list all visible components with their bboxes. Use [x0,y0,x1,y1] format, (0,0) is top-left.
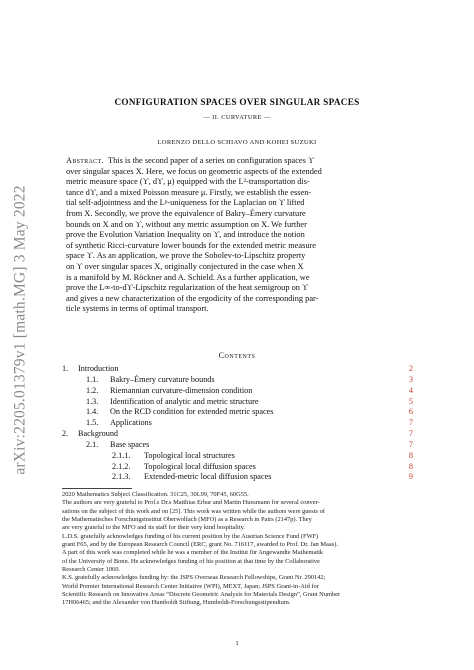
footnote-msc: 2020 Mathematics Subject Classification. 31C25, 30L99, 70F45, 60G55. [62,491,249,498]
abstract-line: space ϒ. As an application, we prove the Sobolev-to-Lipschitz property [66,251,306,261]
toc-entry-title: Identification of analytic and metric structure [110,396,259,406]
abstract-line: metric measure space (ϒ, dϒ, μ) equipped with the L²-transportation dis- [66,177,310,187]
abstract-line: is a manifold by M. Röckner and A. Schield. As a further application, we [66,272,310,282]
arxiv-stamp-text: arXiv:2205.01379v1 [math.MG] 3 May 2022 [12,185,30,475]
footnote-line: grant F65, and by the European Research Council (ERC, grant No. 716117, awarded to Prof. Dr. Jan Maas). [62,541,338,549]
toc-entry-page-link[interactable]: 6 [408,407,413,417]
toc-entry[interactable] [62,386,413,397]
toc-entry-page-link[interactable]: 8 [408,461,413,471]
toc-entry[interactable] [62,364,413,375]
toc-entry[interactable] [62,429,413,440]
toc-entry-page-link[interactable]: 4 [408,385,413,395]
footnote-line: Scientific Research on Innovative Areas “Discrete Geometric Analysis for Materials Design”, Grant Number [62,591,341,599]
toc-entry-number: 2.1.2. [112,461,131,471]
toc-entry-number: 2. [62,429,69,439]
abstract-line: tance dϒ, and a mixed Poisson measure μ. Firstly, we establish the essen- [66,187,312,197]
footnote-line: The authors are very grateful to Prof.s Dr.s Matthias Erbar and Martin Huesmann for several conver- [62,499,320,507]
abstract-line: from X. Secondly, we prove the equivalence of Bakry–Émery curvature [66,208,306,218]
abstract-line: tial self-adjointness and the Lᵖ-uniqueness for the Laplacian on ϒ lifted [66,198,305,208]
footnote-line: K.S. gratefully acknowledges funding by: the JSPS Overseas Research Fellowships, Grant Nr. 290142; [62,574,326,582]
toc-entry[interactable] [62,418,413,429]
footnote-line: A part of this work was completed while he was a member of the Institut für Angewandte Mathematik [62,549,324,557]
toc-entry-number: 1.2. [86,385,99,395]
footnote-line: World Premier International Research Center Initiative (WPI), MEXT, Japan; JSPS Grant-in-Aid for [62,582,319,590]
toc-entry-title: Base spaces [110,439,150,449]
paper-subtitle: — II. CURVATURE — [203,114,271,121]
toc-entry-page-link[interactable]: 8 [408,450,413,460]
toc-entry-page-link[interactable]: 7 [408,439,413,449]
toc-entry-number: 1.5. [86,418,99,428]
abstract-line [66,156,410,167]
toc-entry-page-link[interactable]: 7 [408,418,413,428]
toc-entry-page-link[interactable]: 2 [408,364,413,373]
table-of-contents [62,364,413,483]
toc-entry-title: Applications [110,418,152,428]
footnote-line: are very grateful to the MFO and its staff for their very kind hospitality. [62,524,245,532]
toc-entry[interactable] [62,375,413,386]
toc-entry-page-link[interactable]: 5 [408,396,413,406]
abstract-line: of synthetic Ricci-curvature lower bounds for the extended metric measure [66,240,316,250]
abstract-line: over singular spaces X. Here, we focus on geometric aspects of the extended [66,166,322,176]
toc-entry[interactable] [62,397,413,408]
footnote-line: 17H06465; and the Alexander von Humboldt Stiftung, Humboldt-Forschungsstipendium. [62,599,291,607]
toc-entry-page-link[interactable]: 7 [408,429,413,439]
abstract-line: on ϒ over singular spaces X, originally conjectured in the case when X [66,261,304,271]
toc-entry-number: 1.3. [86,396,99,406]
toc-entry[interactable] [62,451,413,462]
toc-entry-number: 1. [62,364,69,373]
contents-heading: Contents [218,351,256,360]
toc-entry-number: 2.1.1. [112,450,131,460]
toc-entry-number: 1.4. [86,407,99,417]
toc-entry-title: Introduction [78,364,119,373]
toc-entry-page-link[interactable]: 3 [408,374,413,384]
toc-entry-title: On the RCD condition for extended metric spaces [110,407,274,417]
toc-entry-page-link[interactable]: 9 [408,472,413,482]
abstract-line: prove the L∞-to-dϒ-Lipschitz regularization of the heat semigroup on ϒ [66,283,309,293]
abstract-line-text: This is the second paper of a series on configuration spaces ϒ [108,156,314,165]
toc-entry-title: Riemannian curvature-dimension condition [110,385,253,395]
abstract-line: ticle systems in terms of optimal transport. [66,304,209,314]
toc-entry[interactable] [62,440,413,451]
toc-entry-title: Background [78,429,119,439]
paper-authors: LORENZO DELLO SCHIAVO AND KOHEI SUZUKI [157,139,317,146]
abstract [66,156,410,315]
toc-entry-title: Extended-metric local diffusion spaces [144,472,272,482]
toc-entry-number: 2.1. [86,439,99,449]
footnotes [62,491,413,608]
toc-entry[interactable] [62,462,413,473]
toc-entry-title: Topological local structures [144,450,235,460]
abstract-label: Abstract. [66,156,104,165]
footnote-line: of the University of Bonn. He acknowledges funding of his position at that time by the Collaborative [62,557,320,565]
footnote-line: the Mathematisches Forschungsinstitut Oberwolfach (MFO) as a Research in Pairs (2147p). They [62,516,312,524]
footnote-line: L.D.S. gratefully acknowledges funding of his current position by the Austrian Science Fund (FWF) [62,532,319,540]
toc-entry-title: Topological local diffusion spaces [144,461,256,471]
toc-entry-number: 1.1. [86,374,99,384]
arxiv-stamp [6,170,36,490]
toc-entry[interactable] [62,407,413,418]
toc-entry-number: 2.1.3. [112,472,131,482]
footnote-line: sations on the subject of this work and on [25]. This work was written while the authors were guests of [62,507,325,515]
footnote-line: Research Center 1060. [62,566,121,574]
footnote-rule [62,488,132,489]
toc-entry[interactable] [62,472,413,483]
paper-title: CONFIGURATION SPACES OVER SINGULAR SPACES [114,97,360,107]
page-number: 1 [235,640,239,647]
abstract-line: and gives a new characterization of the ergodicity of the corresponding par- [66,293,319,303]
abstract-line: prove the Evolution Variation Inequality on ϒ, and introduce the notion [66,230,305,240]
abstract-line: bounds on X and on ϒ, without any metric assumption on X. We further [66,219,307,229]
toc-entry-title: Bakry–Émery curvature bounds [110,374,215,384]
